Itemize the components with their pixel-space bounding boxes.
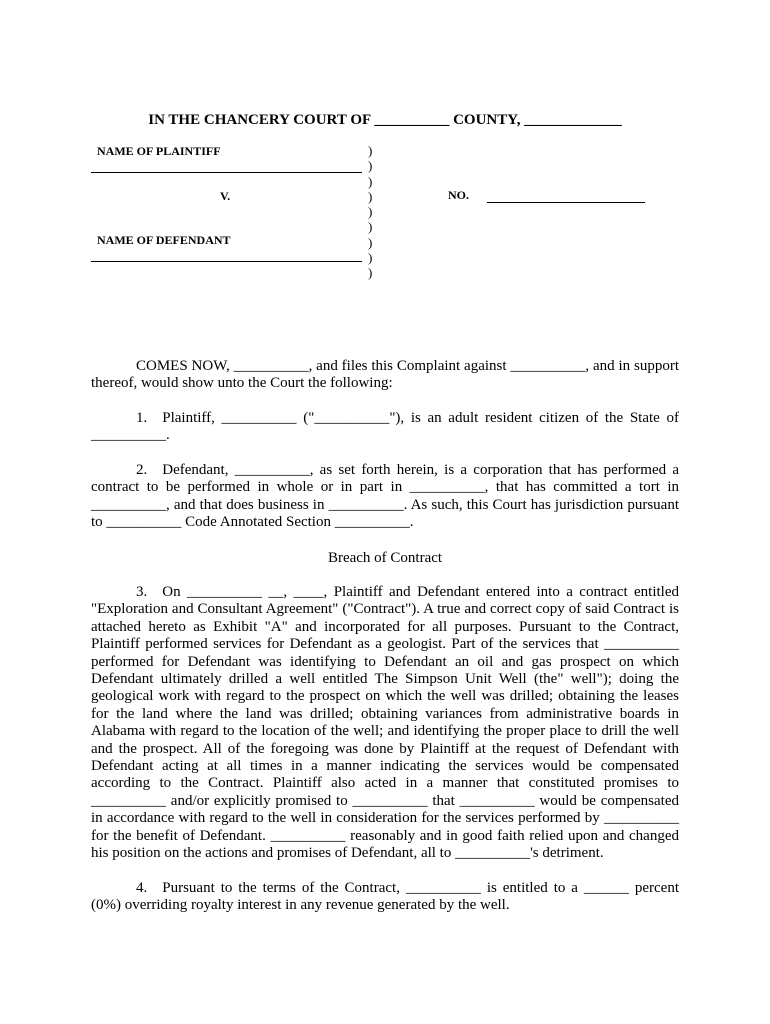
caption-parentheses bbox=[368, 143, 380, 281]
caption-paren: ) bbox=[368, 219, 373, 235]
intro-paragraph bbox=[91, 358, 679, 393]
plaintiff-label: NAME OF PLAINTIFF bbox=[97, 144, 221, 158]
caption-paren: ) bbox=[368, 143, 373, 158]
caption-paren: ) bbox=[368, 265, 373, 281]
paragraph-1-text: 1. Plaintiff, __________ ("__________"), is an adult resident citizen of the State of __________. bbox=[91, 410, 679, 444]
caption-paren: ) bbox=[368, 204, 373, 220]
paragraph-2 bbox=[91, 462, 679, 532]
caption-paren: ) bbox=[368, 158, 373, 174]
case-number-label: NO. bbox=[448, 188, 469, 202]
paragraph-2-text: 2. Defendant, __________, as set forth herein, is a corporation that has performed a contract to be performed in whole or in part in __________, that has committed a tort in __________, and that does business in __________. As such, this Court has jurisdiction pursuant to __________ Code Annotated Section __________. bbox=[91, 462, 679, 531]
paragraph-4-text: 4. Pursuant to the terms of the Contract, __________ is entitled to a ______ percent (0%) overriding royalty interest in any revenue generated by the well. bbox=[91, 880, 679, 914]
caption-paren: ) bbox=[368, 250, 373, 266]
paragraph-3-text: 3. On __________ __, ____, Plaintiff and Defendant entered into a contract entitled "Exploration and Consultant Agreement" ("Contract"). A true and correct copy of said Contract is attached hereto as Exhibit "A" and incorporated for all purposes. Pursuant to the Contract, Plaintiff performed services for Defendant as a geologist. Part of the services that __________ performed for Defendant was identifying to Defendant an oil and gas prospect on which Defendant ultimately drilled a well entitled The Simpson Unit Well (the" well"); doing the geological work with regard to the prospect on which the well was drilled; obtaining the leases for the land where the land was drilled; obtaining variances from administrative boards in Alabama with regard to the location of the well; and identifying the proper place to drill the well and the prospect. All of the foregoing was done by Plaintiff at the request of Defendant with Defendant acting at all times in a manner indicating the services would be compensated according to the Contract. Plaintiff also acted in a manner that constituted promises to __________ and/or explicitly promised to __________ that __________ would be compensated in accordance with regard to the well in consideration for the services performed by __________ for the benefit of Defendant. __________ reasonably and in good faith relied upon and changed his position on the actions and promises of Defendant, all to __________'s detriment. bbox=[91, 584, 679, 862]
defendant-label: NAME OF DEFENDANT bbox=[97, 233, 231, 247]
paragraph-3 bbox=[91, 584, 679, 863]
intro-text: COMES NOW, __________, and files this Complaint against __________, and in support thereof, would show unto the Court the following: bbox=[91, 358, 679, 392]
defendant-name-line bbox=[91, 261, 362, 262]
section-heading: Breach of Contract bbox=[327, 550, 443, 566]
court-title: IN THE CHANCERY COURT OF __________ COUNTY, _____________ bbox=[148, 112, 622, 128]
caption-paren: ) bbox=[368, 188, 373, 204]
plaintiff-name-line bbox=[91, 172, 362, 173]
caption-paren: ) bbox=[368, 234, 373, 250]
caption-paren: ) bbox=[368, 173, 373, 189]
versus-label: V. bbox=[220, 189, 231, 203]
case-number-line bbox=[487, 202, 645, 203]
paragraph-4 bbox=[91, 880, 679, 915]
paragraph-1 bbox=[91, 410, 679, 445]
